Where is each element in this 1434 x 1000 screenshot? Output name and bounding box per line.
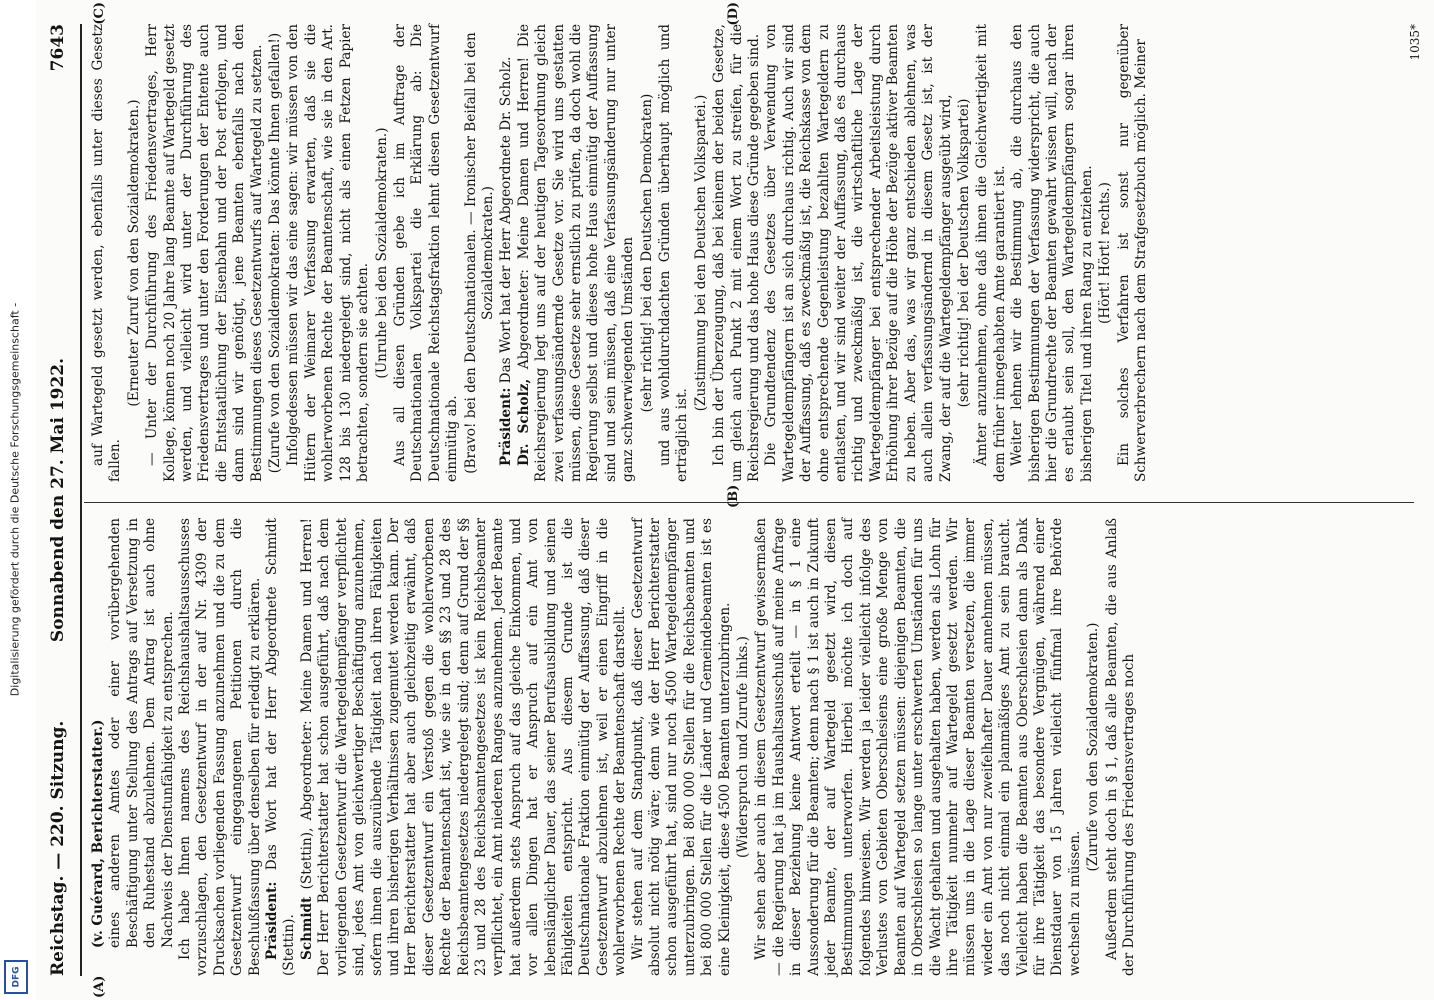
stage-direction xyxy=(735,518,752,976)
paragraph-text: (sehr richtig! bei der Deutschen Volkspartei) xyxy=(955,98,972,408)
stage-direction xyxy=(956,24,973,482)
speaker-name: (v. Guérard, Berichterstatter.) xyxy=(90,719,106,948)
paragraph-text: Ich habe Ihnen namens des Reichshaushaltsausschusses vorzuschlagen, den Gesetzentwurf in der auf Nr. 4309 der Drucksachen vorliegenden Fassung anzunehmen und die zu dem Gesetzentwurf eingegangenen Petitionen durch die Beschlußfassung über denselben für erledigt zu erklären. xyxy=(177,518,263,976)
paragraph-text: Ich bin der Überzeugung, daß bei keinem der beiden Gesetze, um gleich auch Punkt 2 mit einem Wort zu streifen, für die Reichsregierung und das hohe Haus diese Gründe gegeben sind. xyxy=(711,24,763,482)
page-number: 7643 xyxy=(48,24,68,72)
paragraph-text: (Hört! Hört! rechts.) xyxy=(1097,182,1114,324)
paragraph-text: (Widerspruch und Zurufe links.) xyxy=(735,636,752,858)
digitization-credit: Digitalisierung gefördert durch die Deutsche Forschungsgemeinschaft - xyxy=(8,302,22,697)
stage-direction xyxy=(126,24,143,482)
stage-direction xyxy=(463,24,498,482)
paragraph-text: (Erneuter Zuruf von den Sozialdemokraten.) xyxy=(125,99,142,407)
paragraph-text: (Stettin), Abgeordneter: Meine Damen und Herren! Der Herr Berichterstatter hat schon ausgeführt, daß nach dem vorliegenden Gesetzentwurf die Wartegeldempfänger verpflichtet sind, jedes Amt von gleichwertiger Beschäftigung anzunehmen, sofern ihnen die auszuübende Tätigkeit nach ihren Fähigkeiten und ihren bisherigen Verhältnissen zugemutet werden kann. Der Herr Berichterstatter hat aber auch gleichzeitig erwähnt, daß dieser Gesetzentwurf ein Verstoß gegen die wohlerworbenen Rechte der Beamtenschaft ist, wie sie in den §§ 23 und 28 des Reichsbeamtengesetzes niedergelegt sind; denn auf Grund der §§ 23 und 28 des Reichsbeamtengesetzes ist kein Reichsbeamter verpflichtet, ein Amt niederen Ranges anzunehmen. Jeder Beamte hat außerdem stets Anspruch auf das gleiche Einkommen, und vor allen Dingen hat er Anspruch auf ein Amt von lebenslänglicher Dauer, das seiner Berufsausbildung und seinen Fähigkeiten entspricht. Aus diesem Grunde ist die Deutschnationale Fraktion einmütig der Auffassung, daß dieser Gesetzentwurf abzulehnen ist, weil er einen Eingriff in die wohlerworbenen Rechte der Beamtenschaft darstellt. xyxy=(298,517,629,976)
stage-direction xyxy=(374,24,391,482)
left-column xyxy=(90,518,1138,976)
margin-mark-c: (C) xyxy=(92,2,107,25)
paragraph-text: Weiter lehnen wir die Bestimmung ab, die durchaus den bisherigen Bestimmungen der Verfassung widerspricht, die auch hier die Grundrechte der Beamten gewahrt wissen will, nach der es erlaubt sein soll, den Wartegeldempfängern sogar ihren bisherigen Titel und ihren Rang zu entziehen. xyxy=(1009,24,1095,482)
paragraph xyxy=(144,24,266,482)
dfg-logo xyxy=(4,960,28,994)
paragraph xyxy=(711,24,763,482)
paragraph-text: eines anderen Amtes oder einer vorübergehenden Beschäftigung unter Stellung des Antrags auf Versetzung in den Ruhestand abzulehnen. Dem Antrag ist auch ohne Nachweis der Dienstunfähigkeit zu entsprechen. xyxy=(107,518,176,948)
column-divider xyxy=(84,502,1414,503)
paragraph-text: Das Wort hat der Herr Abgeordnete Schmidt (Stettin). xyxy=(264,518,298,976)
paragraph xyxy=(392,24,462,482)
stage-direction xyxy=(267,24,284,482)
paragraph-text: Aus all diesen Gründen gebe ich im Auftrage der Deutschnationalen Volkspartei die Erklärung ab: Die Deutschnationale Reichstagsfraktion lehnt diesen Gesetzentwurf einmütig ab. xyxy=(391,24,461,482)
header-date: Sonnabend den 27. Mai 1922. xyxy=(48,357,68,643)
paragraph-text: Die Grundtendenz des Gesetzes über Verwendung von Wartegeldempfängern ist an sich durchaus richtig. Auch wir sind der Auffassung, daß es zweckmäßig ist, die Reichskasse von dem ohne entsprechende Gegenleistung bezahlten Wartegeldern zu entlasten, und wir sind weiter der Auffassung, daß es durchaus richtig und zweckmäßig ist, die wirtschaftliche Lage der Wartegeldempfänger bei entsprechender Arbeitsleistung durch Erhöhung ihrer Bezüge auf die Höhe der Bezüge aktiver Beamten zu heben. Aber das, was wir ganz entschieden ablehnen, was auch allein verfassungsändernd in diesem Gesetz ist, ist der Zwang, der auf die Wartegeldempfänger ausgeübt wird, xyxy=(763,24,954,482)
page-header xyxy=(44,24,74,976)
paragraph-text: Ämter anzunehmen, ohne daß ihnen die Gleichwertigkeit mit dem früher innegehabten Amte garantiert ist. xyxy=(974,24,1008,482)
paragraph-text: (Zurufe von den Sozialdemokraten.) xyxy=(1085,622,1102,872)
speaker-name: Präsident: xyxy=(264,881,281,960)
paragraph xyxy=(90,518,107,976)
paragraph xyxy=(516,24,638,482)
paragraph xyxy=(90,24,125,482)
paragraph-text: Das Wort hat der Herr Abgeordnete Dr. Scholz. xyxy=(498,56,515,384)
paragraph xyxy=(630,518,734,976)
footer-code: 1035* xyxy=(1408,24,1422,61)
paragraph-text: auf Wartegeld gesetzt werden, ebenfalls unter dieses Gesetz fallen. xyxy=(90,24,124,482)
stage-direction xyxy=(1085,518,1102,976)
margin-mark-b: (B) xyxy=(726,484,741,508)
paragraph-text: (Bravo! bei den Deutschnationalen. — Ironischer Beifall bei den Sozialdemokraten.) xyxy=(462,32,496,474)
paragraph xyxy=(657,24,692,482)
paragraph xyxy=(763,24,954,482)
paragraph xyxy=(107,518,177,976)
paragraph xyxy=(285,24,372,482)
paragraph xyxy=(299,518,630,976)
paragraph-text: (sehr richtig! bei den Deutschen Demokraten) xyxy=(638,93,655,413)
paragraph-text: Abgeordneter: Meine Damen und Herren! Die Reichsregierung legt uns auf der heutigen Tagesordnung gleich zwei verfassungsändernde Gesetze vor. Sie wird uns gestatten müssen, diese Gesetze sehr ernstlich zu prüfen, da doch wohl die Regierung selbst und dieses hohe Haus einmütig der Auffassung sind und sein müssen, daß eine Verfassungsänderung nur unter ganz schwerwiegenden Umständen xyxy=(515,24,637,482)
dfg-logo-text: DFG xyxy=(11,966,22,988)
paragraph xyxy=(974,24,1009,482)
speaker-name: Dr. Scholz, xyxy=(515,378,532,466)
speaker-name: Schmidt xyxy=(298,896,315,960)
paragraph-text: Infolgedessen müssen wir das eine sagen: wir müssen von den Hütern der Weimarer Verfassung erwarten, daß sie die wohlerworbenen Rechte der Beamtenschaft, wie sie in den Art. 128 bis 130 niedergelegt sind, nicht als einen Fetzen Papier betrachten, sondern sie achten. xyxy=(285,24,372,482)
paragraph-text: — Unter der Durchführung des Friedensvertrages, Herr Kollege, können noch 20 Jahre lang Beamte auf Wartegeld gesetzt werden, und vielleicht wird unter der Durchführung des Friedensvertrages und unter den Forderungen der Entente auch die Entstaatlichung der Eisenbahn und der Post erfolgen, und dann sind wir genötigt, jene Beamten ebenfalls nach den Bestimmungen dieses Gesetzentwurfs auf Wartegeld zu setzen. xyxy=(144,24,265,482)
speaker-name: Präsident: xyxy=(498,387,515,466)
stage-direction xyxy=(693,24,710,482)
paragraph-text: (Zustimmung bei den Deutschen Volkspartei.) xyxy=(692,94,709,412)
paragraph-text: Außerdem steht doch in § 1, daß alle Beamten, die aus Anlaß der Durchführung des Friedensvertrages noch xyxy=(1103,518,1137,976)
paragraph-text: Wir sehen aber auch in diesem Gesetzentwurf gewissermaßen — die Regierung hat ja im Haushaltsausschuß auf meine Anfrage in dieser Beziehung keine Antwort erteilt — in § 1 eine Aussonderung für die Beamten; denn nach § 1 ist auch in Zukunft jeder Beamte, der auf Wartegeld gesetzt wird, diesen Bestimmungen unterworfen. Hierbei möchte ich doch auf folgendes hinweisen. Wir werden ja leider vielleicht infolge des Verlustes von Gebieten Oberschlesiens eine große Menge von Beamten auf Wartegeld setzen müssen: diejenigen Beamten, die in Oberschlesien so lange unter erschwerten Umständen für uns die Wacht gehalten und ausgehalten haben, werden als Lohn für ihre Tätigkeit nunmehr auf Wartegeld gesetzt werden. Wir müssen uns in die Lage dieser Beamten versetzen, die immer wieder ein Amt von nur zweifelhafter Dauer annehmen müssen, das noch nicht einmal ein planmäßiges Amt zu sein braucht. Vielleicht haben die Beamten aus Oberschlesien dann als Dank für ihre Tätigkeit das besondere Vergnügen, während einer Dienstdauer von 15 Jahren vielleicht fünfmal ihre Behörde wechseln zu müssen. xyxy=(753,518,1083,976)
header-session: Reichstag. — 220. Sitzung. xyxy=(48,720,68,976)
stage-direction xyxy=(639,24,656,482)
paragraph-text: Wir stehen auf dem Standpunkt, daß dieser Gesetzentwurf absolut nicht nötig wäre; denn wie der Herr Berichterstatter schon ausgeführt hat, sind nur noch 4500 Wartegeldempfänger unterzubringen. Bei 800 000 Stellen für die Reichsbeamten und bei 800 000 Stellen für die Länder und Gemeindebeamten ist es eine Kleinigkeit, diese 4500 Beamten unterzubringen. xyxy=(629,518,733,976)
paragraph-text: Ein solches Verfahren ist sonst nur gegenüber Schwerverbrechern nach dem Strafgesetzbuch möglich. Meiner xyxy=(1115,24,1149,482)
margin-mark-a: (A) xyxy=(92,975,107,998)
paragraph-text: und aus wohldurchdachten Gründen überhaupt möglich und erträglich ist. xyxy=(657,24,691,482)
paragraph xyxy=(177,518,264,976)
header-rule xyxy=(80,24,82,976)
paragraph xyxy=(1116,24,1151,482)
paragraph xyxy=(498,24,515,482)
paragraph-text: (Unruhe bei den Sozialdemokraten.) xyxy=(373,127,390,379)
right-column xyxy=(90,24,1150,482)
rotated-page xyxy=(36,0,1434,1000)
stage-direction xyxy=(1097,24,1114,482)
paragraph xyxy=(1104,518,1139,976)
digitization-strip xyxy=(0,0,30,1000)
paragraph xyxy=(264,518,299,976)
paragraph xyxy=(753,518,1084,976)
paragraph xyxy=(1009,24,1096,482)
margin-mark-d: (D) xyxy=(726,2,741,26)
paragraph-text: (Zurufe von den Sozialdemokraten: Das könnte Ihnen gefallen!) xyxy=(267,32,284,474)
